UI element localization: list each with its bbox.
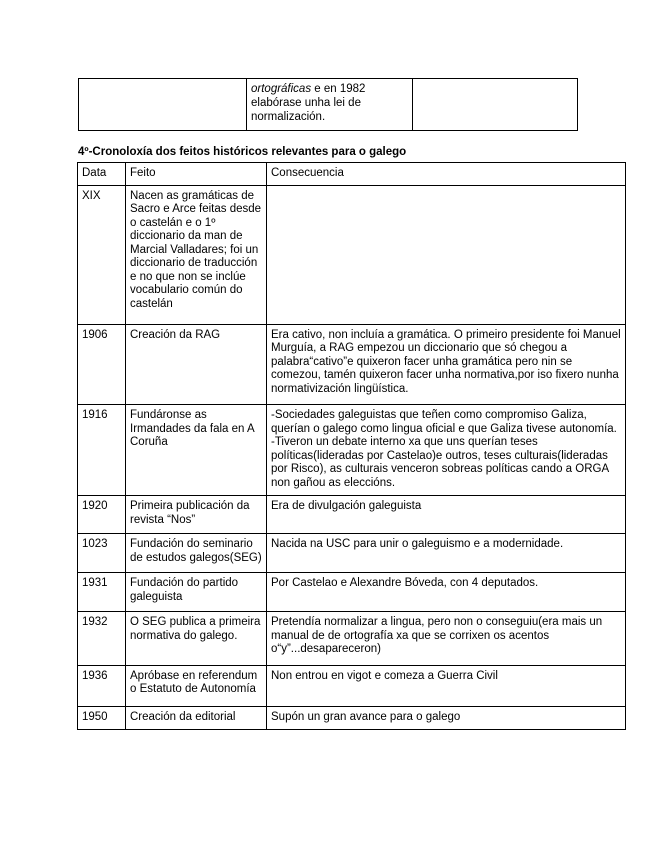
consecuencia-line: Era de divulgación galeguista	[271, 500, 422, 512]
cell-consecuencia	[267, 573, 626, 612]
cell-data: 1916	[78, 405, 126, 496]
table-cell	[247, 79, 413, 131]
cell-data: 1906	[78, 324, 126, 405]
cell-feito: Primeira publicación da revista “Nos”	[126, 496, 267, 534]
cell-data: 1950	[78, 706, 126, 730]
table-row	[78, 496, 626, 534]
consecuencia-line: -Sociedades galeguistas que teñen como compromiso Galiza, querían o galego como lingua oficial e que Galiza tivese autonomía.	[271, 409, 617, 435]
header-feito: Feito	[126, 163, 267, 186]
cell-consecuencia	[267, 706, 626, 730]
cell-consecuencia	[267, 405, 626, 496]
table-row	[78, 706, 626, 730]
cell-consecuencia	[267, 612, 626, 666]
table-row	[78, 185, 626, 324]
cell-feito: Creación da RAG	[126, 324, 267, 405]
cell-text: e en 1982 elabórase unha lei de normalización.	[251, 83, 366, 123]
cell-feito: Creación da editorial	[126, 706, 267, 730]
table-row	[78, 573, 626, 612]
consecuencia-line: -Tiveron un debate interno xa que uns querían teses políticas(lideradas por Castelao)e outros, teses culturais(lideradas por Risco), as culturais venceron sobreas políticas cando a ORGA non gañou as eleccións.	[271, 436, 609, 489]
table-row	[78, 534, 626, 573]
table-row	[78, 324, 626, 405]
consecuencia-line: Por Castelao e Alexandre Bóveda, con 4 deputados.	[271, 577, 539, 589]
cell-feito: Nacen as gramáticas de Sacro e Arce feitas desde o castelán e o 1º diccionario da man de Marcial Valladares; foi un diccionario de traducción e no que non se inclúe vocabulario común do castelán	[126, 185, 267, 324]
cell-consecuencia	[267, 496, 626, 534]
header-data: Data	[78, 163, 126, 186]
consecuencia-line: Non entrou en vigot e comeza a Guerra Civil	[271, 669, 498, 682]
cell-consecuencia	[267, 665, 626, 706]
cell-feito: Apróbase en referendum o Estatuto de Autonomía	[126, 665, 267, 706]
consecuencia-line: Era cativo, non incluía a gramática. O primeiro presidente foi Manuel Murguía, a RAG empezou un diccionario que só chegou a palabra“cativo”e quixeron facer unha gramática pero nin se comezou, tamén quixeron facer unha normativa,por iso fixero nunha normativización lingüística.	[271, 328, 621, 395]
table-row	[79, 79, 578, 131]
table-row	[78, 405, 626, 496]
cell-data: 1931	[78, 573, 126, 612]
cell-data: 1936	[78, 665, 126, 706]
cell-data: XIX	[78, 185, 126, 324]
table-row	[78, 612, 626, 666]
consecuencia-line: Pretendía normalizar a lingua, pero non o conseguiu(era mais un manual de de ortografía xa que se corrixen os acentos o“y”...desapareceron)	[271, 616, 603, 655]
cell-feito: Fundación do seminario de estudos galegos(SEG)	[126, 534, 267, 573]
cell-feito: Fundáronse as Irmandades da fala en A Coruña	[126, 405, 267, 496]
cell-feito: O SEG publica a primeira normativa do galego.	[126, 612, 267, 666]
continued-table	[78, 78, 578, 131]
chronology-table	[77, 162, 626, 730]
section-title: 4º-Cronoloxía dos feitos históricos relevantes para o galego	[78, 146, 407, 158]
cell-data: 1932	[78, 612, 126, 666]
cell-data: 1920	[78, 496, 126, 534]
consecuencia-line: Supón un gran avance para o galego	[271, 710, 461, 723]
cell-data: 1023	[78, 534, 126, 573]
cell-consecuencia	[267, 185, 626, 324]
table-cell	[413, 79, 578, 131]
italic-text: ortográficas	[251, 83, 312, 95]
cell-feito: Fundación do partido galeguista	[126, 573, 267, 612]
cell-consecuencia	[267, 534, 626, 573]
consecuencia-line: Nacida na USC para unir o galeguismo e a modernidade.	[271, 538, 564, 550]
cell-consecuencia	[267, 324, 626, 405]
table-cell	[79, 79, 247, 131]
table-row	[78, 665, 626, 706]
header-row	[78, 163, 626, 186]
header-consecuencia: Consecuencia	[267, 163, 626, 186]
